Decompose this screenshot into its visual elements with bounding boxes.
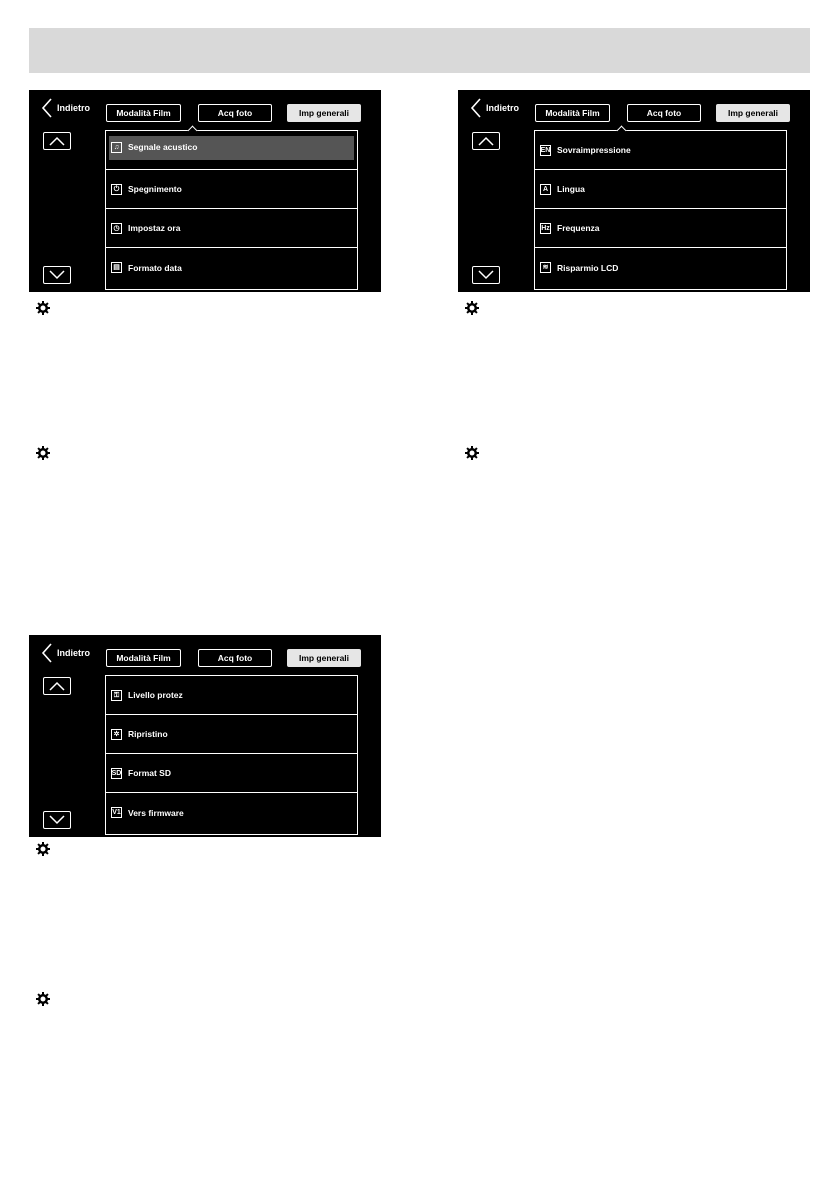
- back-label: Indietro: [57, 648, 90, 658]
- firmware-version-icon: V1: [112, 809, 121, 816]
- gear-icon: [465, 301, 479, 315]
- scroll-down-button[interactable]: [472, 266, 500, 284]
- list-item-formato-data[interactable]: [106, 248, 357, 287]
- list-item-risparmio-lcd[interactable]: [535, 248, 786, 287]
- list-item-label: Livello protez: [128, 690, 183, 700]
- list-item-label: Risparmio LCD: [557, 262, 619, 273]
- gear-icon: [465, 446, 479, 460]
- protection-level-icon: ⚿: [111, 690, 122, 701]
- scroll-up-button[interactable]: [472, 132, 500, 150]
- scroll-down-button[interactable]: [43, 811, 71, 829]
- gear-icon: [36, 842, 50, 856]
- power-icon: ⏻: [111, 184, 122, 195]
- list-item-label: Segnale acustico: [128, 142, 198, 152]
- list-item-label: Spegnimento: [128, 184, 182, 194]
- list-item-vers-firmware[interactable]: [106, 793, 357, 832]
- list-item-segnale-acustico[interactable]: [106, 131, 357, 170]
- chevron-down-icon: [49, 270, 65, 280]
- list-item-label: Format SD: [128, 768, 171, 778]
- list-item-label: Ripristino: [128, 729, 168, 739]
- chevron-down-icon: [49, 815, 65, 825]
- tab-modalita-film[interactable]: Modalità Film: [106, 104, 181, 122]
- overlay-en-icon: EN: [540, 146, 551, 154]
- tab-imp-generali[interactable]: Imp generali: [716, 104, 790, 122]
- settings-screen-1: [29, 90, 381, 292]
- tab-modalita-film[interactable]: Modalità Film: [535, 104, 610, 122]
- back-button[interactable]: [470, 98, 519, 118]
- list-item-label: Frequenza: [557, 223, 600, 233]
- music-note-icon: ♫: [111, 142, 122, 153]
- tab-acq-foto[interactable]: Acq foto: [198, 104, 272, 122]
- settings-screen-2: [458, 90, 810, 292]
- scroll-down-button[interactable]: [43, 266, 71, 284]
- calendar-icon: ▤: [111, 262, 122, 273]
- frequency-icon: Hz: [541, 224, 550, 232]
- header-bar: [29, 28, 810, 73]
- list-item-label: Impostaz ora: [128, 223, 181, 233]
- list-item-ripristino[interactable]: [106, 715, 357, 754]
- lcd-saver-icon: ≋: [540, 262, 551, 273]
- list-item-spegnimento[interactable]: [106, 170, 357, 209]
- back-button[interactable]: [41, 643, 90, 663]
- list-item-label: Lingua: [557, 184, 585, 194]
- list-item-impostaz-ora[interactable]: [106, 209, 357, 248]
- settings-list: [105, 130, 358, 290]
- settings-screen-3: [29, 635, 381, 837]
- tab-modalita-film[interactable]: Modalità Film: [106, 649, 181, 667]
- tab-acq-foto[interactable]: Acq foto: [198, 649, 272, 667]
- tab-acq-foto[interactable]: Acq foto: [627, 104, 701, 122]
- settings-list: [534, 130, 787, 290]
- chevron-up-icon: [49, 681, 65, 691]
- language-icon: A: [540, 184, 551, 195]
- list-item-label: Formato data: [128, 262, 182, 273]
- list-item-label: Vers firmware: [128, 807, 184, 818]
- back-label: Indietro: [57, 103, 90, 113]
- settings-list: [105, 675, 358, 835]
- list-item-lingua[interactable]: [535, 170, 786, 209]
- list-item-label: Sovraimpressione: [557, 145, 631, 155]
- tab-imp-generali[interactable]: Imp generali: [287, 649, 361, 667]
- list-item-livello-protez[interactable]: [106, 676, 357, 715]
- list-item-frequenza[interactable]: [535, 209, 786, 248]
- back-button[interactable]: [41, 98, 90, 118]
- chevron-left-icon: [470, 98, 482, 118]
- chevron-left-icon: [41, 643, 53, 663]
- gear-icon: [36, 992, 50, 1006]
- reset-icon: ✲: [111, 729, 122, 740]
- list-item-sovraimpressione[interactable]: [535, 131, 786, 170]
- chevron-up-icon: [478, 136, 494, 146]
- chevron-left-icon: [41, 98, 53, 118]
- gear-icon: [36, 446, 50, 460]
- chevron-up-icon: [49, 136, 65, 146]
- tab-imp-generali[interactable]: Imp generali: [287, 104, 361, 122]
- clock-icon: ◷: [111, 223, 122, 234]
- chevron-down-icon: [478, 270, 494, 280]
- gear-icon: [36, 301, 50, 315]
- list-item-format-sd[interactable]: [106, 754, 357, 793]
- sd-card-icon: SD: [111, 769, 122, 777]
- scroll-up-button[interactable]: [43, 677, 71, 695]
- back-label: Indietro: [486, 103, 519, 113]
- scroll-up-button[interactable]: [43, 132, 71, 150]
